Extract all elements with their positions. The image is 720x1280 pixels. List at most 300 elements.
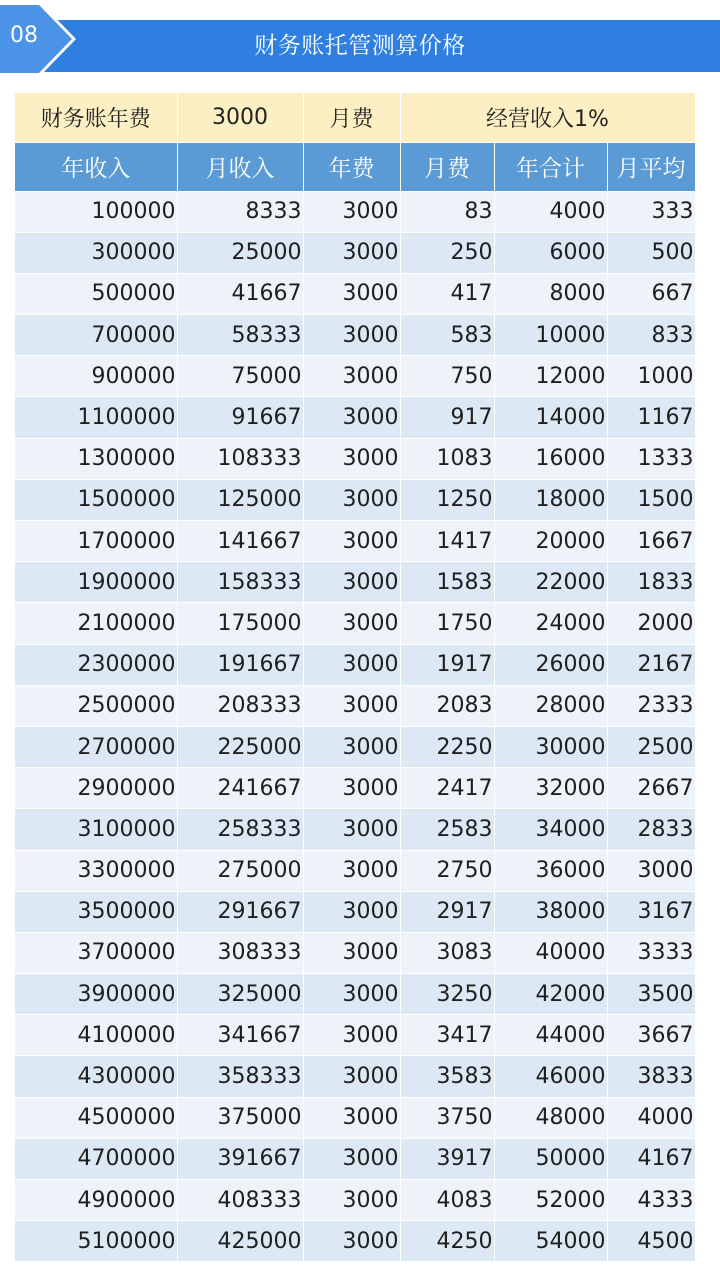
cell-value: 44000 [535, 1022, 606, 1048]
table-cell [400, 1056, 494, 1097]
price-table [15, 93, 696, 1262]
table-row [15, 438, 695, 479]
table-cell [400, 726, 494, 767]
cell-value: 2000 [637, 610, 694, 636]
cell-value: 3100000 [77, 816, 176, 842]
table-cell [15, 562, 177, 603]
table-cell [494, 809, 607, 850]
table-cell [607, 1180, 695, 1221]
table-cell [607, 850, 695, 891]
cell-value: 3500000 [77, 899, 176, 925]
summary-monthly-value: 经营收入1% [400, 93, 695, 142]
column-header: 年收入 [15, 142, 177, 191]
cell-value: 2750 [436, 858, 493, 884]
table-cell [400, 1138, 494, 1179]
table-cell [494, 438, 607, 479]
cell-value: 700000 [91, 322, 176, 348]
table-cell [494, 191, 607, 232]
table-cell [400, 479, 494, 520]
cell-value: 3000 [342, 322, 399, 348]
table-cell [607, 726, 695, 767]
table-row [15, 726, 695, 767]
cell-value: 1000 [637, 363, 694, 389]
table-cell [303, 1097, 400, 1138]
table-cell [494, 932, 607, 973]
cell-value: 375000 [217, 1105, 302, 1131]
table-cell [303, 438, 400, 479]
table-cell [15, 1138, 177, 1179]
table-cell [607, 479, 695, 520]
table-cell [607, 644, 695, 685]
table-row [15, 1221, 695, 1262]
cell-value: 500 [651, 240, 694, 266]
cell-value: 3000 [342, 899, 399, 925]
cell-value: 3000 [342, 405, 399, 431]
table-cell [177, 603, 303, 644]
cell-value: 3000 [342, 858, 399, 884]
cell-value: 22000 [535, 569, 606, 595]
cell-value: 3000 [342, 1146, 399, 1172]
cell-value: 2583 [436, 816, 493, 842]
table-cell [303, 768, 400, 809]
table-cell [177, 932, 303, 973]
table-cell [607, 232, 695, 273]
cell-value: 225000 [217, 734, 302, 760]
cell-value: 1750 [436, 610, 493, 636]
cell-value: 341667 [217, 1022, 302, 1048]
cell-value: 3167 [637, 899, 694, 925]
table-cell [177, 1221, 303, 1262]
cell-value: 391667 [217, 1146, 302, 1172]
table-cell [303, 1180, 400, 1221]
table-cell [177, 1097, 303, 1138]
cell-value: 1500 [637, 487, 694, 513]
table-row [15, 768, 695, 809]
cell-value: 158333 [217, 569, 302, 595]
cell-value: 3000 [342, 240, 399, 266]
table-row [15, 1180, 695, 1221]
table-cell [15, 521, 177, 562]
table-cell [607, 1015, 695, 1056]
cell-value: 3000 [342, 199, 399, 225]
table-cell [177, 191, 303, 232]
table-cell [607, 1097, 695, 1138]
cell-value: 4700000 [77, 1146, 176, 1172]
table-cell [303, 850, 400, 891]
summary-label: 财务账年费 [15, 93, 177, 142]
table-cell [177, 521, 303, 562]
cell-value: 3000 [342, 940, 399, 966]
table-row [15, 644, 695, 685]
table-cell [177, 356, 303, 397]
cell-value: 258333 [217, 816, 302, 842]
table-row [15, 685, 695, 726]
column-header: 年费 [303, 142, 400, 191]
table-cell [177, 644, 303, 685]
table-cell [607, 438, 695, 479]
table-cell [607, 273, 695, 314]
table-cell [177, 315, 303, 356]
table-cell [15, 1180, 177, 1221]
table-cell [400, 1221, 494, 1262]
table-cell [494, 397, 607, 438]
cell-value: 300000 [91, 240, 176, 266]
table-cell [494, 1097, 607, 1138]
table-cell [607, 932, 695, 973]
table-cell [494, 479, 607, 520]
table-cell [303, 974, 400, 1015]
table-cell [15, 315, 177, 356]
cell-value: 2417 [436, 775, 493, 801]
table-cell [15, 232, 177, 273]
table-row [15, 809, 695, 850]
page-title: 财务账托管测算价格 [254, 33, 466, 59]
cell-value: 3000 [342, 487, 399, 513]
cell-value: 46000 [535, 1064, 606, 1090]
column-header: 月收入 [177, 142, 303, 191]
table-cell [177, 562, 303, 603]
column-header: 年合计 [494, 142, 607, 191]
title-banner [0, 20, 720, 72]
table-cell [607, 562, 695, 603]
cell-value: 1667 [637, 528, 694, 554]
table-cell [607, 1138, 695, 1179]
cell-value: 208333 [217, 693, 302, 719]
table-cell [494, 1221, 607, 1262]
cell-value: 275000 [217, 858, 302, 884]
cell-value: 2250 [436, 734, 493, 760]
table-cell [303, 891, 400, 932]
table-cell [303, 273, 400, 314]
table-cell [303, 315, 400, 356]
table-cell [303, 1221, 400, 1262]
table-cell [177, 1138, 303, 1179]
table-cell [400, 562, 494, 603]
table-cell [177, 232, 303, 273]
cell-value: 333 [651, 199, 694, 225]
cell-value: 308333 [217, 940, 302, 966]
table-cell [303, 932, 400, 973]
cell-value: 83 [464, 199, 493, 225]
table-cell [15, 809, 177, 850]
cell-value: 291667 [217, 899, 302, 925]
table-cell [400, 191, 494, 232]
table-cell [177, 397, 303, 438]
table-cell [494, 1180, 607, 1221]
cell-value: 175000 [217, 610, 302, 636]
cell-value: 5100000 [77, 1228, 176, 1254]
cell-value: 20000 [535, 528, 606, 554]
table-cell [15, 644, 177, 685]
table-row [15, 1015, 695, 1056]
cell-value: 2333 [637, 693, 694, 719]
table-cell [494, 1015, 607, 1056]
table-row [15, 315, 695, 356]
cell-value: 2667 [637, 775, 694, 801]
cell-value: 3000 [342, 281, 399, 307]
table-row [15, 273, 695, 314]
cell-value: 3833 [637, 1064, 694, 1090]
table-row [15, 1138, 695, 1179]
table-header [15, 142, 695, 191]
table-cell [400, 356, 494, 397]
table-cell [607, 603, 695, 644]
cell-value: 4000 [549, 199, 606, 225]
cell-value: 3083 [436, 940, 493, 966]
table-row [15, 521, 695, 562]
cell-value: 4300000 [77, 1064, 176, 1090]
cell-value: 10000 [535, 322, 606, 348]
table-cell [177, 809, 303, 850]
cell-value: 3000 [342, 775, 399, 801]
table-cell [400, 315, 494, 356]
table-cell [494, 1056, 607, 1097]
table-cell [400, 932, 494, 973]
cell-value: 325000 [217, 981, 302, 1007]
table-cell [303, 809, 400, 850]
table-cell [607, 191, 695, 232]
cell-value: 4083 [436, 1187, 493, 1213]
cell-value: 14000 [535, 405, 606, 431]
cell-value: 2500000 [77, 693, 176, 719]
cell-value: 750 [450, 363, 493, 389]
table-cell [400, 768, 494, 809]
cell-value: 833 [651, 322, 694, 348]
table-cell [15, 438, 177, 479]
table-cell [303, 685, 400, 726]
cell-value: 3000 [342, 528, 399, 554]
table-cell [15, 603, 177, 644]
summary-monthly-label: 月费 [303, 93, 400, 142]
table-cell [607, 974, 695, 1015]
cell-value: 3583 [436, 1064, 493, 1090]
cell-value: 3900000 [77, 981, 176, 1007]
cell-value: 2100000 [77, 610, 176, 636]
cell-value: 583 [450, 322, 493, 348]
cell-value: 3000 [342, 981, 399, 1007]
table-cell [303, 644, 400, 685]
cell-value: 2167 [637, 652, 694, 678]
cell-value: 241667 [217, 775, 302, 801]
table-row [15, 479, 695, 520]
cell-value: 1100000 [77, 405, 176, 431]
table-cell [15, 974, 177, 1015]
cell-value: 3000 [342, 610, 399, 636]
table-cell [15, 191, 177, 232]
cell-value: 1083 [436, 446, 493, 472]
table-cell [400, 232, 494, 273]
table-cell [303, 232, 400, 273]
cell-value: 1917 [436, 652, 493, 678]
table-row [15, 891, 695, 932]
cell-value: 3000 [342, 1064, 399, 1090]
table-cell [177, 479, 303, 520]
cell-value: 917 [450, 405, 493, 431]
cell-value: 191667 [217, 652, 302, 678]
table-cell [400, 809, 494, 850]
cell-value: 108333 [217, 446, 302, 472]
cell-value: 3500 [637, 981, 694, 1007]
cell-value: 3000 [342, 652, 399, 678]
table-cell [303, 479, 400, 520]
table-cell [303, 726, 400, 767]
table-row [15, 397, 695, 438]
table-cell [494, 726, 607, 767]
table-cell [607, 685, 695, 726]
table-cell [15, 1097, 177, 1138]
cell-value: 141667 [217, 528, 302, 554]
table-cell [177, 850, 303, 891]
column-header: 月平均 [607, 142, 695, 191]
cell-value: 58333 [231, 322, 302, 348]
table-row [15, 562, 695, 603]
cell-value: 500000 [91, 281, 176, 307]
table-row [15, 1097, 695, 1138]
cell-value: 36000 [535, 858, 606, 884]
cell-value: 2300000 [77, 652, 176, 678]
table-row [15, 932, 695, 973]
cell-value: 8333 [245, 199, 302, 225]
table-cell [303, 191, 400, 232]
cell-value: 30000 [535, 734, 606, 760]
cell-value: 100000 [91, 199, 176, 225]
table-cell [494, 521, 607, 562]
cell-value: 3000 [637, 858, 694, 884]
cell-value: 28000 [535, 693, 606, 719]
table-cell [177, 726, 303, 767]
table-cell [400, 891, 494, 932]
cell-value: 4000 [637, 1105, 694, 1131]
table-cell [303, 1138, 400, 1179]
table-cell [15, 1221, 177, 1262]
cell-value: 425000 [217, 1228, 302, 1254]
cell-value: 52000 [535, 1187, 606, 1213]
cell-value: 3000 [342, 446, 399, 472]
cell-value: 3000 [342, 1228, 399, 1254]
table-cell [494, 315, 607, 356]
table-cell [400, 1097, 494, 1138]
table-cell [400, 685, 494, 726]
section-number: 08 [10, 23, 38, 48]
table-row [15, 356, 695, 397]
table-cell [607, 1056, 695, 1097]
cell-value: 40000 [535, 940, 606, 966]
table-cell [607, 397, 695, 438]
cell-value: 1500000 [77, 487, 176, 513]
cell-value: 4100000 [77, 1022, 176, 1048]
table-cell [15, 1056, 177, 1097]
table-cell [303, 1056, 400, 1097]
cell-value: 91667 [231, 405, 302, 431]
cell-value: 25000 [231, 240, 302, 266]
table-cell [607, 356, 695, 397]
cell-value: 3417 [436, 1022, 493, 1048]
table-cell [303, 562, 400, 603]
table-cell [494, 768, 607, 809]
table-cell [15, 273, 177, 314]
cell-value: 3000 [342, 1022, 399, 1048]
cell-value: 1833 [637, 569, 694, 595]
table-cell [303, 356, 400, 397]
table-cell [177, 273, 303, 314]
table-cell [494, 232, 607, 273]
cell-value: 4500000 [77, 1105, 176, 1131]
cell-value: 4900000 [77, 1187, 176, 1213]
cell-value: 1300000 [77, 446, 176, 472]
table-cell [400, 603, 494, 644]
cell-value: 3300000 [77, 858, 176, 884]
cell-value: 2500 [637, 734, 694, 760]
cell-value: 42000 [535, 981, 606, 1007]
table-row [15, 603, 695, 644]
cell-value: 50000 [535, 1146, 606, 1172]
table-cell [494, 891, 607, 932]
cell-value: 1250 [436, 487, 493, 513]
cell-value: 3700000 [77, 940, 176, 966]
cell-value: 48000 [535, 1105, 606, 1131]
cell-value: 667 [651, 281, 694, 307]
cell-value: 38000 [535, 899, 606, 925]
cell-value: 54000 [535, 1228, 606, 1254]
table-row [15, 974, 695, 1015]
table-cell [15, 726, 177, 767]
cell-value: 4250 [436, 1228, 493, 1254]
column-header: 月费 [400, 142, 494, 191]
table-cell [494, 273, 607, 314]
summary-row [15, 93, 695, 142]
cell-value: 24000 [535, 610, 606, 636]
cell-value: 3000 [342, 816, 399, 842]
table-cell [400, 974, 494, 1015]
cell-value: 1333 [637, 446, 694, 472]
cell-value: 250 [450, 240, 493, 266]
cell-value: 34000 [535, 816, 606, 842]
table-cell [607, 315, 695, 356]
cell-value: 3333 [637, 940, 694, 966]
table-cell [494, 356, 607, 397]
table-cell [177, 1056, 303, 1097]
cell-value: 18000 [535, 487, 606, 513]
cell-value: 2700000 [77, 734, 176, 760]
table-cell [400, 644, 494, 685]
table-cell [15, 397, 177, 438]
table-cell [607, 1221, 695, 1262]
cell-value: 3000 [342, 363, 399, 389]
cell-value: 16000 [535, 446, 606, 472]
table-cell [177, 1015, 303, 1056]
table-cell [303, 397, 400, 438]
table-cell [303, 521, 400, 562]
table-cell [494, 562, 607, 603]
cell-value: 2917 [436, 899, 493, 925]
cell-value: 2900000 [77, 775, 176, 801]
table-body [15, 191, 695, 1262]
cell-value: 2833 [637, 816, 694, 842]
cell-value: 3667 [637, 1022, 694, 1048]
table-row [15, 850, 695, 891]
cell-value: 3000 [342, 569, 399, 595]
cell-value: 900000 [91, 363, 176, 389]
table-cell [177, 974, 303, 1015]
cell-value: 3000 [342, 1105, 399, 1131]
table-cell [400, 438, 494, 479]
table-cell [400, 397, 494, 438]
table-cell [400, 521, 494, 562]
cell-value: 4167 [637, 1146, 694, 1172]
cell-value: 1700000 [77, 528, 176, 554]
section-badge [0, 2, 78, 76]
table-cell [15, 479, 177, 520]
